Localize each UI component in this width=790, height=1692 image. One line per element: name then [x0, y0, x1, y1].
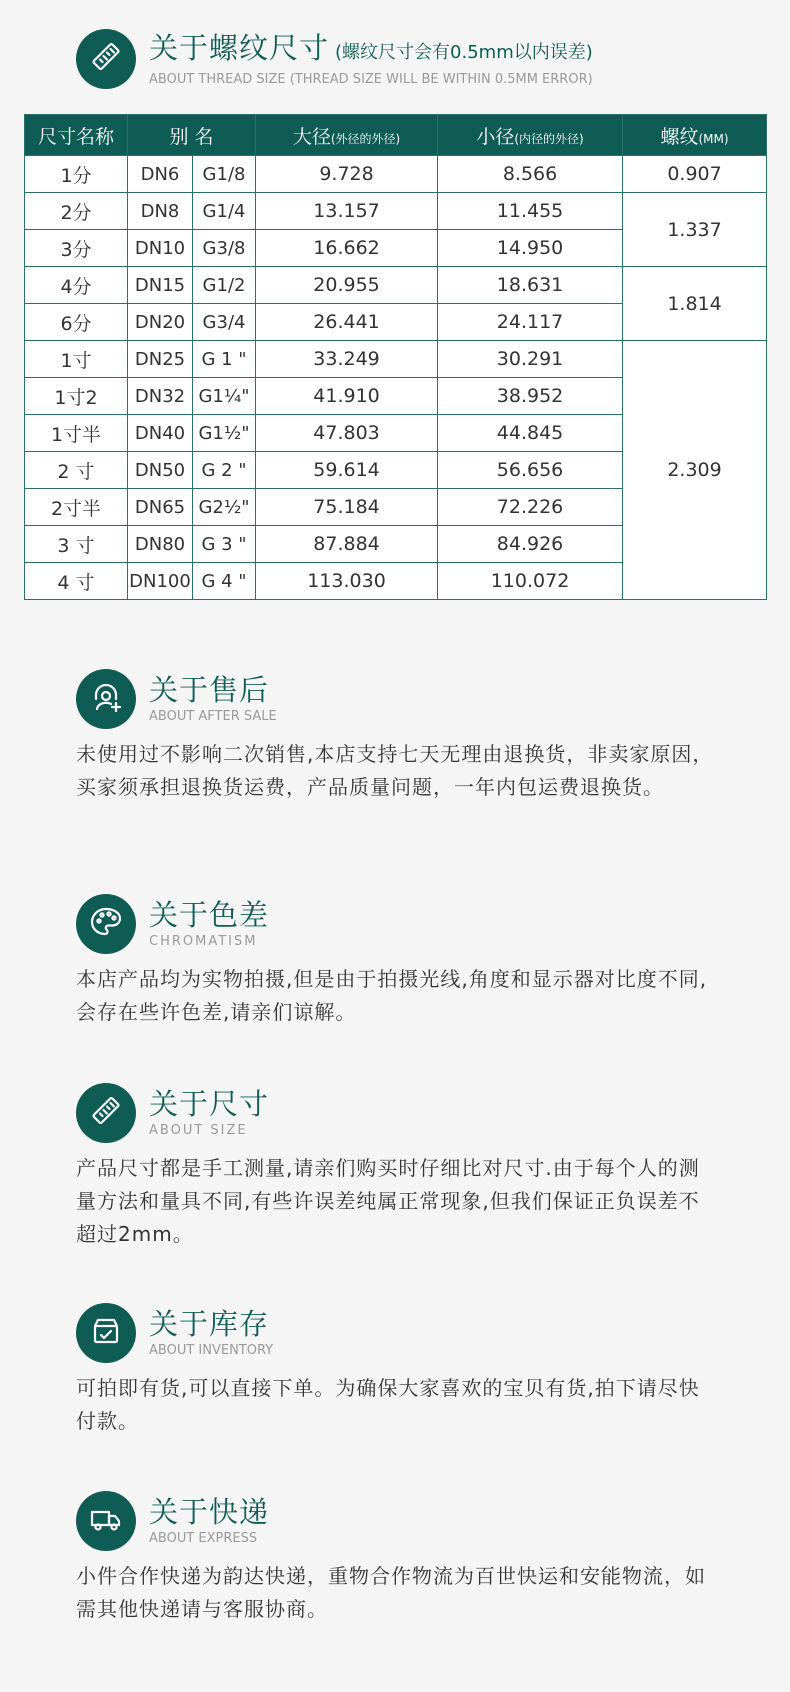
about-size-text: 产品尺寸都是手工测量,请亲们购买时仔细比对尺寸.由于每个人的测量方法和量具不同,有些许误差纯属正常现象,但我们保证正负误差不超过2mm。: [76, 1156, 700, 1246]
cell-g: G1/2: [193, 267, 256, 304]
cell-inner: 44.845: [438, 415, 623, 452]
cell-outer: 41.910: [256, 378, 438, 415]
after-sale-text: 未使用过不影响二次销售,本店支持七天无理由退换货，非卖家原因，买家须承担退换货运费，产品质量问题，一年内包运费退换货。: [76, 742, 714, 799]
ruler-icon: [88, 1093, 124, 1133]
cell-pitch: 1.814: [623, 267, 767, 341]
cell-inner: 11.455: [438, 193, 623, 230]
cell-g: G 4 ": [193, 563, 256, 600]
inventory-header: [76, 1303, 273, 1363]
header-outer-label: 大径: [292, 125, 331, 148]
cell-pitch: 0.907: [623, 156, 767, 193]
ruler-icon: [88, 39, 124, 79]
cell-name: 6分: [25, 304, 128, 341]
inventory-subtitle: ABOUT INVENTORY: [149, 1343, 274, 1358]
after-sale-badge: [76, 669, 136, 729]
thread-title-text: 关于螺纹尺寸: [149, 30, 330, 65]
thread-title-note: (螺纹尺寸会有0.5mm以内误差): [335, 41, 593, 63]
thread-size-table: [24, 114, 767, 600]
thread-title: [149, 31, 593, 70]
inventory-text: 可拍即有货,可以直接下单。为确保大家喜欢的宝贝有货,拍下请尽快付款。: [76, 1376, 700, 1433]
table-row: [25, 156, 767, 193]
cell-pitch: 2.309: [623, 341, 767, 600]
cell-dn: DN32: [128, 378, 193, 415]
thread-section-header: [76, 29, 593, 89]
cell-inner: 24.117: [438, 304, 623, 341]
cell-outer: 20.955: [256, 267, 438, 304]
cell-dn: DN10: [128, 230, 193, 267]
header-inner-label: 小径: [476, 125, 515, 148]
express-title: 关于快递: [149, 1495, 270, 1529]
header-inner: [438, 115, 623, 156]
chromatism-badge: [76, 894, 136, 954]
cell-inner: 56.656: [438, 452, 623, 489]
after-sale-header: [76, 669, 277, 729]
cell-outer: 113.030: [256, 563, 438, 600]
cell-name: 1寸半: [25, 415, 128, 452]
cell-inner: 8.566: [438, 156, 623, 193]
cell-inner: 38.952: [438, 378, 623, 415]
cell-dn: DN65: [128, 489, 193, 526]
cell-dn: DN50: [128, 452, 193, 489]
cell-inner: 110.072: [438, 563, 623, 600]
cell-name: 1分: [25, 156, 128, 193]
cell-outer: 9.728: [256, 156, 438, 193]
cell-name: 2分: [25, 193, 128, 230]
chromatism-text: 本店产品均为实物拍摄,但是由于拍摄光线,角度和显示器对比度不同,会存在些许色差,请亲们谅解。: [76, 967, 708, 1024]
box-icon: [88, 1313, 124, 1353]
cell-inner: 72.226: [438, 489, 623, 526]
cell-outer: 47.803: [256, 415, 438, 452]
about-size-title: 关于尺寸: [149, 1087, 270, 1121]
header-alias: 别 名: [128, 115, 256, 156]
cell-outer: 13.157: [256, 193, 438, 230]
cell-g: G3/8: [193, 230, 256, 267]
thread-subtitle: ABOUT THREAD SIZE (THREAD SIZE WILL BE WITHIN 0.5MM ERROR): [149, 71, 593, 87]
cell-outer: 87.884: [256, 526, 438, 563]
table-row: [25, 341, 767, 378]
table-row: [25, 193, 767, 230]
truck-icon: [88, 1501, 124, 1541]
about-size-subtitle: ABOUT SIZE: [149, 1123, 248, 1138]
about-size-header: [76, 1083, 269, 1143]
cell-name: 4 寸: [25, 563, 128, 600]
after-sale-subtitle: ABOUT AFTER SALE: [149, 709, 277, 724]
cell-pitch: 1.337: [623, 193, 767, 267]
cell-name: 4分: [25, 267, 128, 304]
chromatism-title: 关于色差: [149, 898, 270, 932]
header-outer-note: (外径的外径): [330, 131, 401, 146]
after-sale-title: 关于售后: [149, 673, 270, 707]
headset-icon: [88, 679, 124, 719]
cell-dn: DN8: [128, 193, 193, 230]
inventory-title: 关于库存: [149, 1307, 270, 1341]
cell-dn: DN15: [128, 267, 193, 304]
palette-icon: [88, 904, 124, 944]
cell-g: G3/4: [193, 304, 256, 341]
cell-dn: DN40: [128, 415, 193, 452]
cell-g: G1/8: [193, 156, 256, 193]
cell-inner: 30.291: [438, 341, 623, 378]
cell-g: G 3 ": [193, 526, 256, 563]
express-badge: [76, 1491, 136, 1551]
cell-outer: 59.614: [256, 452, 438, 489]
cell-dn: DN20: [128, 304, 193, 341]
cell-g: G1¼": [193, 378, 256, 415]
cell-g: G2½": [193, 489, 256, 526]
cell-g: G1/4: [193, 193, 256, 230]
cell-g: G1½": [193, 415, 256, 452]
cell-g: G 1 ": [193, 341, 256, 378]
cell-inner: 18.631: [438, 267, 623, 304]
cell-dn: DN25: [128, 341, 193, 378]
header-pitch: [623, 115, 767, 156]
header-pitch-label: 螺纹: [660, 125, 699, 148]
cell-dn: DN6: [128, 156, 193, 193]
thread-badge: [76, 29, 136, 89]
cell-outer: 33.249: [256, 341, 438, 378]
cell-g: G 2 ": [193, 452, 256, 489]
cell-name: 3 寸: [25, 526, 128, 563]
express-header: [76, 1491, 269, 1551]
express-text: 小件合作快递为韵达快递，重物合作物流为百世快运和安能物流，如需其他快递请与客服协商。: [76, 1564, 706, 1621]
cell-inner: 84.926: [438, 526, 623, 563]
cell-dn: DN100: [128, 563, 193, 600]
chromatism-subtitle: CHROMATISM: [149, 934, 258, 949]
cell-name: 2寸半: [25, 489, 128, 526]
cell-outer: 16.662: [256, 230, 438, 267]
cell-name: 1寸2: [25, 378, 128, 415]
table-row: [25, 267, 767, 304]
cell-dn: DN80: [128, 526, 193, 563]
chromatism-header: [76, 894, 269, 954]
about-size-badge: [76, 1083, 136, 1143]
table-header-row: [25, 115, 767, 156]
cell-name: 2 寸: [25, 452, 128, 489]
cell-outer: 26.441: [256, 304, 438, 341]
header-outer: [256, 115, 438, 156]
header-inner-note: (内径的外径): [514, 131, 584, 146]
cell-inner: 14.950: [438, 230, 623, 267]
cell-name: 3分: [25, 230, 128, 267]
cell-outer: 75.184: [256, 489, 438, 526]
inventory-badge: [76, 1303, 136, 1363]
cell-name: 1寸: [25, 341, 128, 378]
header-name: 尺寸名称: [25, 115, 128, 156]
header-pitch-unit: (MM): [698, 131, 729, 146]
express-subtitle: ABOUT EXPRESS: [149, 1531, 258, 1546]
